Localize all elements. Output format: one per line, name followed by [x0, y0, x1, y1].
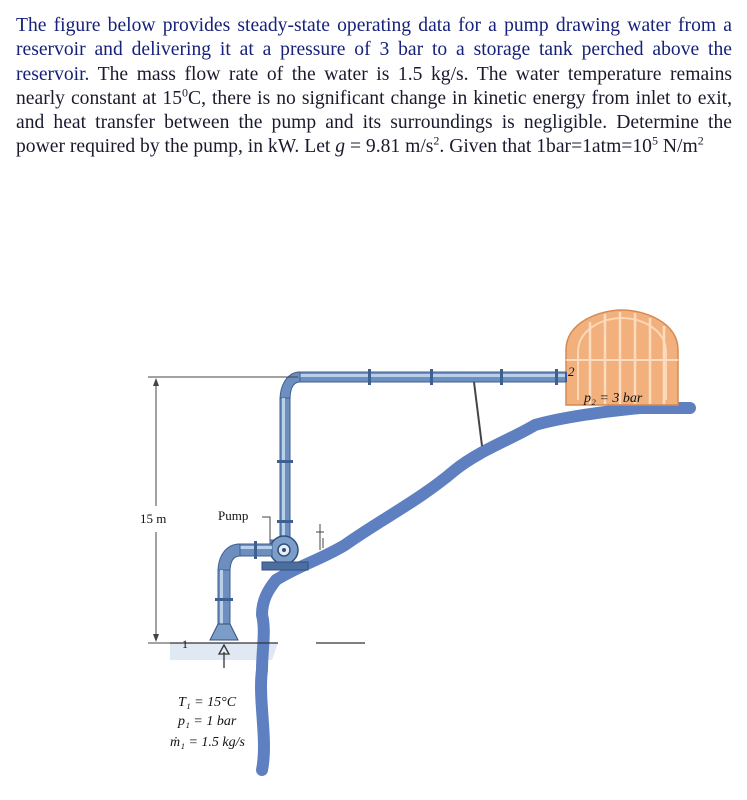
g-value: = 9.81 m/s [349, 136, 434, 158]
t1-label: T₁ = 15°C [178, 695, 237, 710]
elevation-marker [316, 524, 324, 550]
state-2-label: 2 [568, 364, 575, 379]
height-label: 15 m [140, 511, 167, 526]
given-exponent: 5 [651, 133, 658, 148]
given-a: . Given that 1bar=1atm=10 [439, 136, 652, 158]
problem-mass-flow: The mass flow rate of the water is 1.5 kg/s. [97, 63, 469, 85]
state-1-label: 1 [182, 637, 188, 651]
p2-label: p₂ = 3 bar [584, 391, 643, 406]
ground-profile [261, 408, 690, 770]
pump-leader [262, 517, 270, 540]
pump-label: Pump [218, 508, 249, 523]
problem-temperature-a: The water temperature remains nearly constant at 15 [16, 63, 733, 109]
degree-sup: 0 [182, 85, 189, 100]
problem-lead: The figure below provides steady-state operating data for a pump drawing water from a reservoir and delivering it at a pressure of 3 bar to a storage tank perched above the reservoir. [16, 15, 732, 85]
given-exponent-2: 2 [697, 133, 704, 148]
g-symbol: g [335, 136, 346, 158]
m1-label: ṁ₁ = 1.5 kg/s [170, 735, 245, 750]
p1-label: p₁ = 1 bar [178, 714, 237, 729]
g-exponent: 2 [433, 133, 440, 148]
discharge-pipe [277, 369, 566, 543]
given-b: N/m [657, 136, 698, 158]
problem-temperature-b: C, there is no significant change in kinetic energy from inlet to exit, and heat transfer between the pump and its surroundings is negligible. Determine the power required by the pump, in kW. Let [16, 87, 732, 158]
